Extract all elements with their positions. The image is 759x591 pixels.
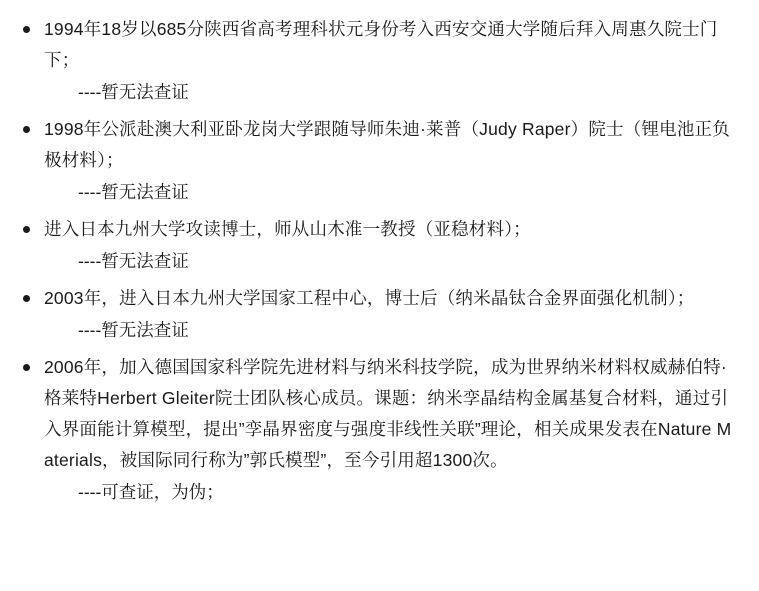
list-item-text: 1998年公派赴澳大利亚卧龙岗大学跟随导师朱迪·莱普（Judy Raper）院士（锂电池正负极材料）； (44, 119, 730, 170)
list-item (18, 114, 741, 208)
list-item-note: ----暂无法查证 (78, 82, 189, 102)
list-item-note: ----可查证，为伪； (78, 482, 224, 502)
list-item-note: ----暂无法查证 (78, 182, 189, 202)
list-item-text: 1994年18岁以685分陕西省高考理科状元身份考入西安交通大学随后拜入周惠久院士门下； (44, 19, 718, 70)
list-item (18, 352, 741, 508)
list-item (18, 283, 741, 346)
list-item-text: 进入日本九州大学攻读博士，师从山木准一教授（亚稳材料）； (44, 219, 531, 239)
list-item-text: 2006年，加入德国国家科学院先进材料与纳米科技学院，成为世界纳米材料权威赫伯特·格莱特Herbert Gleiter院士团队核心成员。课题：纳米孪晶结构金属基复合材料，通过引入界面能计算模型，提出”孪晶界密度与强度非线性关联”理论，相关成果发表在Nature Materials，被国际同行称为”郭氏模型”，至今引用超1300次。 (44, 357, 732, 470)
list-item-text: 2003年，进入日本九州大学国家工程中心，博士后（纳米晶钛合金界面强化机制）； (44, 288, 695, 308)
list-item (18, 14, 741, 108)
list-item-note: ----暂无法查证 (78, 251, 189, 271)
list-item-note: ----暂无法查证 (78, 320, 189, 340)
bullet-list (18, 14, 741, 508)
list-item (18, 214, 741, 277)
